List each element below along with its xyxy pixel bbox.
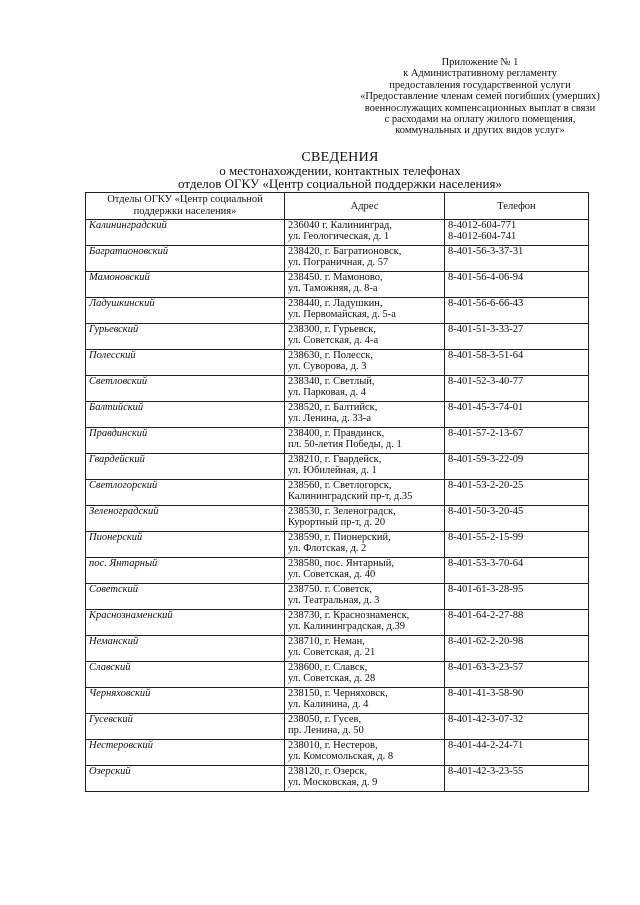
document-title: СВЕДЕНИЯ xyxy=(301,150,379,165)
address-line: ул. Юбилейная, д. 1 xyxy=(288,465,377,476)
phone-cell xyxy=(445,506,589,532)
phone-cell xyxy=(445,558,589,584)
address-line: 236040 г. Калининград, xyxy=(288,220,393,231)
address-line: 238420, г. Багратионовск, xyxy=(288,246,402,257)
table-row xyxy=(86,480,589,506)
phone-cell xyxy=(445,766,589,792)
phone-number: 8-401-53-2-20-25 xyxy=(448,480,524,491)
address-cell xyxy=(285,298,445,324)
phone-cell xyxy=(445,454,589,480)
department-name: Советский xyxy=(86,584,285,610)
department-name: Полесский xyxy=(86,350,285,376)
appendix-line: с расходами на оплату жилого помещения, xyxy=(384,114,576,126)
table-row xyxy=(86,636,589,662)
table-row xyxy=(86,298,589,324)
table-body xyxy=(86,220,589,792)
phone-cell xyxy=(445,636,589,662)
address-line: ул. Калинина, д. 4 xyxy=(288,699,369,710)
phone-number: 8-401-41-3-58-90 xyxy=(448,688,524,699)
phone-number: 8-401-42-3-23-55 xyxy=(448,766,524,777)
phone-cell xyxy=(445,350,589,376)
address-line: 238580, пос. Янтарный, xyxy=(288,558,394,569)
address-line: ул. Советская, д. 4-а xyxy=(288,335,379,346)
appendix-line: к Административному регламенту xyxy=(403,68,557,80)
phone-number: 8-401-64-2-27-88 xyxy=(448,610,524,621)
phone-number: 8-4012-604-771 xyxy=(448,220,517,231)
phone-number: 8-401-63-3-23-57 xyxy=(448,662,524,673)
department-name: Светловский xyxy=(86,376,285,402)
table-header-row xyxy=(86,193,589,220)
table-row xyxy=(86,766,589,792)
address-line: ул. Пограничная, д. 57 xyxy=(288,257,389,268)
phone-number: 8-401-51-3-33-27 xyxy=(448,324,524,335)
department-name: Гвардейский xyxy=(86,454,285,480)
address-cell xyxy=(285,740,445,766)
table-row xyxy=(86,220,589,246)
offices-table xyxy=(85,192,589,792)
address-line: 238340, г. Светлый, xyxy=(288,376,375,387)
address-line: 238450. г. Мамоново, xyxy=(288,272,383,283)
phone-number: 8-401-56-6-66-43 xyxy=(448,298,524,309)
address-line: ул. Советская, д. 40 xyxy=(288,569,376,580)
department-name: Правдинский xyxy=(86,428,285,454)
appendix-block xyxy=(340,57,620,137)
header-address: Адрес xyxy=(285,193,445,220)
document-heading xyxy=(90,151,590,190)
department-name: Пионерский xyxy=(86,532,285,558)
phone-cell xyxy=(445,714,589,740)
appendix-line: Приложение № 1 xyxy=(441,57,519,68)
phone-cell xyxy=(445,740,589,766)
table-row xyxy=(86,350,589,376)
phone-cell xyxy=(445,298,589,324)
department-name: Светлогорский xyxy=(86,480,285,506)
address-line: 238050, г. Гусев, xyxy=(288,714,362,725)
department-name: Черняховский xyxy=(86,688,285,714)
address-cell xyxy=(285,402,445,428)
phone-cell xyxy=(445,402,589,428)
phone-number: 8-401-58-3-51-64 xyxy=(448,350,524,361)
address-cell xyxy=(285,636,445,662)
address-line: ул. Суворова, д. 3 xyxy=(288,361,367,372)
address-line: ул. Московская, д. 9 xyxy=(288,777,378,788)
table-row xyxy=(86,662,589,688)
phone-cell xyxy=(445,272,589,298)
appendix-line: военнослужащих компенсационных выплат в связи xyxy=(364,102,596,114)
address-line: ул. Парковая, д. 4 xyxy=(288,387,366,398)
department-name: Балтийский xyxy=(86,402,285,428)
phone-number: 8-401-56-4-06-94 xyxy=(448,272,524,283)
phone-cell xyxy=(445,662,589,688)
header-phone: Телефон xyxy=(445,193,589,220)
department-name: Неманский xyxy=(86,636,285,662)
phone-cell xyxy=(445,610,589,636)
department-name: Ладушкинский xyxy=(86,298,285,324)
address-line: Курортный пр-т, д. 20 xyxy=(288,517,386,528)
table-row xyxy=(86,324,589,350)
department-name: Зеленоградский xyxy=(86,506,285,532)
phone-cell xyxy=(445,246,589,272)
table-row xyxy=(86,584,589,610)
address-line: 238120, г. Озерск, xyxy=(288,766,368,777)
address-line: 238630, г. Полесск, xyxy=(288,350,374,361)
phone-number: 8-401-62-2-20-98 xyxy=(448,636,524,647)
address-line: ул. Комсомольская, д. 8 xyxy=(288,751,394,762)
address-cell xyxy=(285,324,445,350)
address-line: пл. 50-летия Победы, д. 1 xyxy=(288,439,402,450)
address-cell xyxy=(285,454,445,480)
address-cell xyxy=(285,688,445,714)
address-line: 238750. г. Советск, xyxy=(288,584,373,595)
department-name: Калининградский xyxy=(86,220,285,246)
address-cell xyxy=(285,220,445,246)
department-name: Гурьевский xyxy=(86,324,285,350)
address-cell xyxy=(285,584,445,610)
address-cell xyxy=(285,766,445,792)
phone-number: 8-401-42-3-07-32 xyxy=(448,714,524,725)
phone-number: 8-401-55-2-15-99 xyxy=(448,532,524,543)
table-row xyxy=(86,272,589,298)
document-subtitle: отделов ОГКУ «Центр социальной поддержки населения» xyxy=(178,176,502,191)
phone-cell xyxy=(445,480,589,506)
department-name: Краснознаменский xyxy=(86,610,285,636)
address-line: 238210, г. Гвардейск, xyxy=(288,454,382,465)
appendix-line: коммунальных и других видов услуг» xyxy=(395,125,565,137)
address-line: ул. Таможняя, д. 8-а xyxy=(288,283,378,294)
address-line: 238010, г. Нестеров, xyxy=(288,740,378,751)
phone-number: 8-401-57-2-13-67 xyxy=(448,428,524,439)
address-cell xyxy=(285,532,445,558)
address-line: 238400, г. Правдинск, xyxy=(288,428,385,439)
table-row xyxy=(86,610,589,636)
phone-cell xyxy=(445,324,589,350)
phone-cell xyxy=(445,532,589,558)
phone-number: 8-401-53-3-70-64 xyxy=(448,558,524,569)
address-cell xyxy=(285,662,445,688)
phone-number: 8-401-61-3-28-95 xyxy=(448,584,524,595)
address-line: 238590, г. Пионерский, xyxy=(288,532,391,543)
table-row xyxy=(86,558,589,584)
table-row xyxy=(86,714,589,740)
table-row xyxy=(86,532,589,558)
phone-number: 8-401-45-3-74-01 xyxy=(448,402,524,413)
address-line: ул. Калининградская, д.39 xyxy=(288,621,405,632)
table-row xyxy=(86,454,589,480)
address-line: 238300, г. Гурьевск, xyxy=(288,324,377,335)
address-cell xyxy=(285,246,445,272)
address-cell xyxy=(285,350,445,376)
address-cell xyxy=(285,506,445,532)
phone-cell xyxy=(445,428,589,454)
phone-cell xyxy=(445,688,589,714)
address-line: 238440, г. Ладушкин, xyxy=(288,298,383,309)
address-cell xyxy=(285,610,445,636)
department-name: Мамоновский xyxy=(86,272,285,298)
document-subtitle: о местонахождении, контактных телефонах xyxy=(219,163,461,178)
address-cell xyxy=(285,714,445,740)
address-line: 238520, г. Балтийск, xyxy=(288,402,378,413)
address-cell xyxy=(285,376,445,402)
address-line: 238560, г. Светлогорск, xyxy=(288,480,392,491)
phone-number: 8-401-50-3-20-45 xyxy=(448,506,524,517)
table-row xyxy=(86,402,589,428)
department-name: Гусевский xyxy=(86,714,285,740)
phone-number: 8-401-44-2-24-71 xyxy=(448,740,524,751)
phone-number: 8-401-52-3-40-77 xyxy=(448,376,524,387)
table-row xyxy=(86,376,589,402)
address-line: 238710, г. Неман, xyxy=(288,636,365,647)
address-cell xyxy=(285,558,445,584)
table-row xyxy=(86,688,589,714)
department-name: Багратионовский xyxy=(86,246,285,272)
department-name: пос. Янтарный xyxy=(86,558,285,584)
address-line: 238730, г. Краснознаменск, xyxy=(288,610,410,621)
address-cell xyxy=(285,272,445,298)
phone-number: 8-4012-604-741 xyxy=(448,231,517,242)
address-line: ул. Театральная, д. 3 xyxy=(288,595,380,606)
department-name: Нестеровский xyxy=(86,740,285,766)
address-line: ул. Первомайская, д. 5-а xyxy=(288,309,396,320)
phone-cell xyxy=(445,584,589,610)
address-cell xyxy=(285,480,445,506)
table-row xyxy=(86,740,589,766)
address-line: ул. Геологическая, д. 1 xyxy=(288,231,390,242)
address-line: ул. Ленина, д. 33-а xyxy=(288,413,372,424)
department-name: Славский xyxy=(86,662,285,688)
table-row xyxy=(86,428,589,454)
address-line: ул. Флотская, д. 2 xyxy=(288,543,367,554)
address-line: 238600, г. Славск, xyxy=(288,662,368,673)
table-row xyxy=(86,246,589,272)
address-line: 238150, г. Черняховск, xyxy=(288,688,388,699)
phone-cell xyxy=(445,220,589,246)
table-row xyxy=(86,506,589,532)
phone-cell xyxy=(445,376,589,402)
appendix-line: предоставления государственной услуги xyxy=(389,79,571,91)
header-departments: Отделы ОГКУ «Центр социальной поддержки населения» xyxy=(86,193,285,220)
address-line: ул. Советская, д. 28 xyxy=(288,673,376,684)
appendix-line: «Предоставление членам семей погибших (умерших) xyxy=(360,91,600,103)
phone-number: 8-401-56-3-37-31 xyxy=(448,246,524,257)
department-name: Озерский xyxy=(86,766,285,792)
address-cell xyxy=(285,428,445,454)
address-line: Калининградский пр-т, д.35 xyxy=(288,491,413,502)
address-line: ул. Советская, д. 21 xyxy=(288,647,376,658)
phone-number: 8-401-59-3-22-09 xyxy=(448,454,524,465)
address-line: пр. Ленина, д. 50 xyxy=(288,725,364,736)
address-line: 238530, г. Зеленоградск, xyxy=(288,506,396,517)
